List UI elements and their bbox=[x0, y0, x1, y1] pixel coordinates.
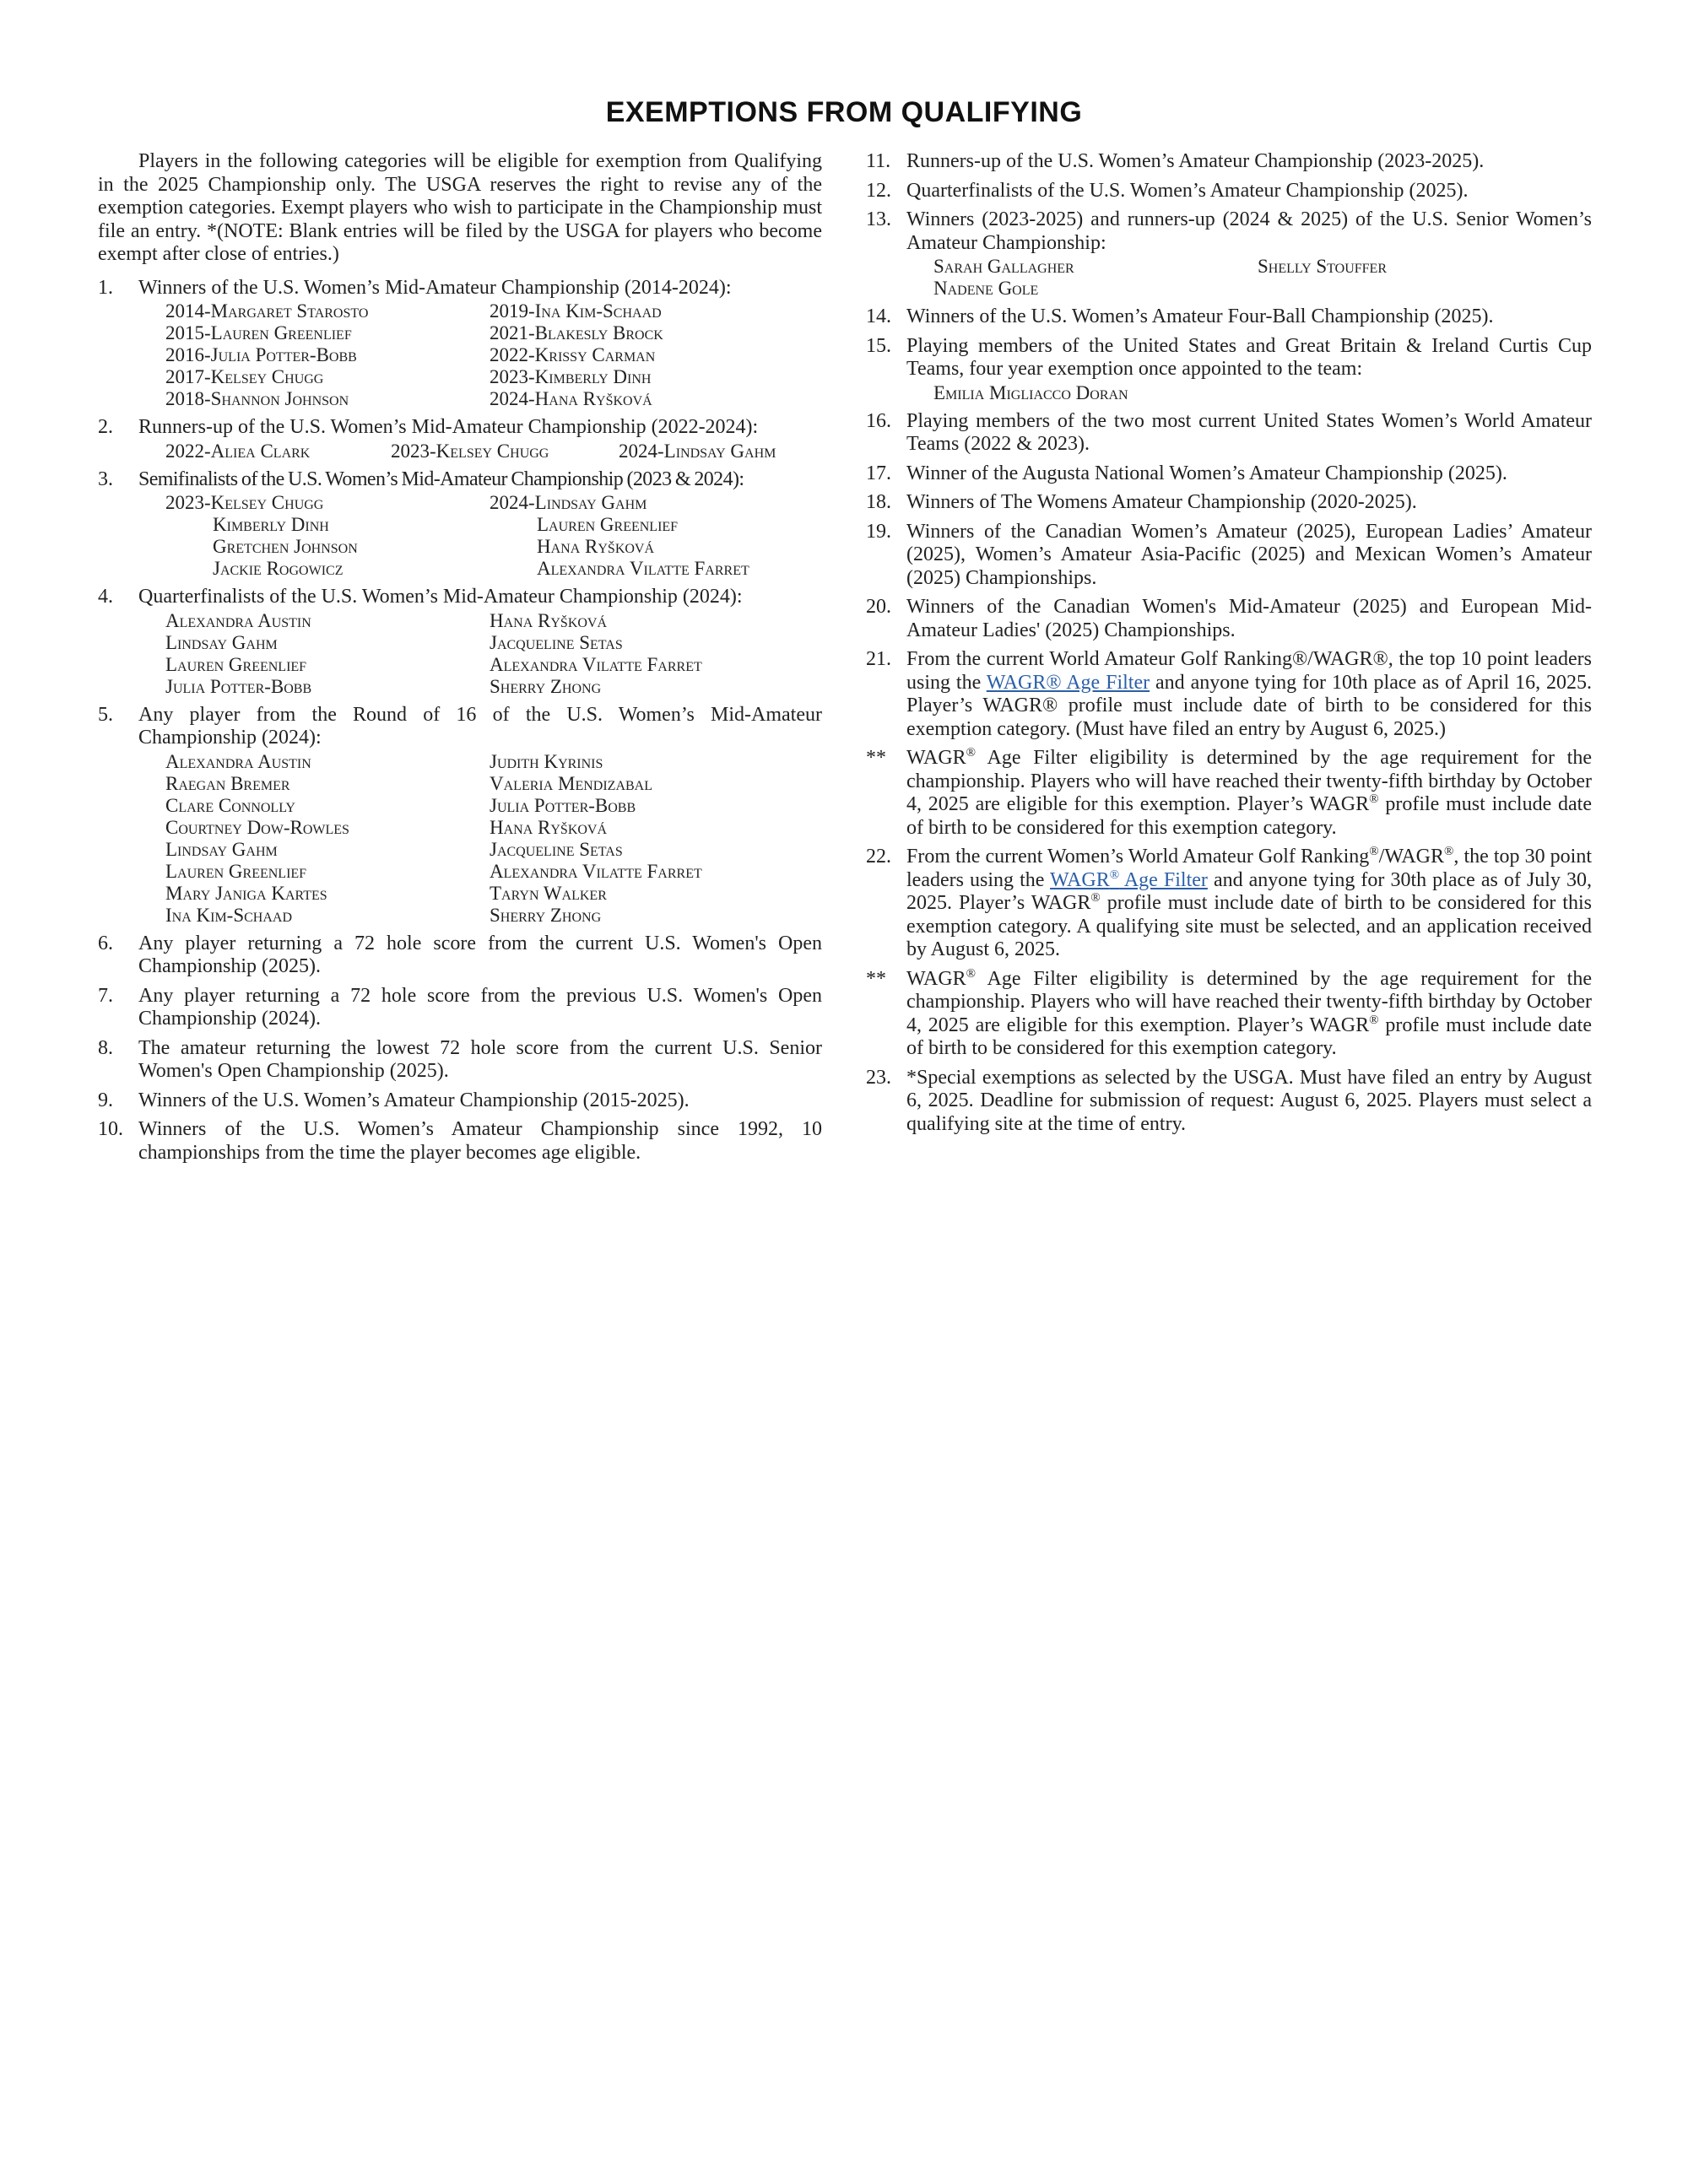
item-number: 17. bbox=[866, 462, 891, 484]
item-text: Any player returning a 72 hole score from the previous U.S. Women's Open Championship (2024). bbox=[138, 984, 822, 1030]
player-name: Emilia Migliacco Doran bbox=[933, 381, 1128, 403]
exemption-item-10 bbox=[98, 1118, 822, 1165]
item-text: Playing members of the two most current United States Women’s World Amateur Teams (2022 & 2023). bbox=[906, 409, 1592, 455]
right-column bbox=[866, 150, 1592, 1142]
exemption-item-17 bbox=[866, 462, 1592, 486]
player-name: Taryn Walker bbox=[490, 882, 607, 904]
item-text: Winners of the Canadian Women’s Amateur (2025), European Ladies’ Amateur (2025), Women’s Amateur Asia-Pacific (2025) and Mexican Women’s Amateur (2025) Championships. bbox=[906, 520, 1592, 589]
item-text: Playing members of the United States and Great Britain & Ireland Curtis Cup Teams, four year exemption once appointed to the team: bbox=[906, 334, 1592, 380]
item-number: 13. bbox=[866, 208, 891, 230]
names-list bbox=[906, 382, 1592, 404]
registered-mark: ® bbox=[1090, 891, 1101, 905]
note-text bbox=[906, 968, 1592, 1061]
item-text: Runners-up of the U.S. Women’s Amateur Championship (2023-2025). bbox=[906, 150, 1485, 172]
wagr-note-21 bbox=[866, 747, 1592, 840]
item-number: 5. bbox=[98, 703, 113, 726]
player-name: 2016-Julia Potter-Bobb bbox=[165, 344, 357, 365]
item-text-part: /WAGR bbox=[1378, 846, 1445, 868]
player-name: 2023-Kelsey Chugg bbox=[391, 440, 549, 462]
note-text bbox=[906, 747, 1592, 840]
player-name: 2021-Blakesly Brock bbox=[490, 322, 663, 343]
player-name: Mary Janiga Kartes bbox=[165, 882, 327, 904]
exemption-item-9 bbox=[98, 1089, 822, 1113]
player-name: Lauren Greenlief bbox=[165, 860, 307, 882]
player-name: 2017-Kelsey Chugg bbox=[165, 366, 324, 387]
player-name: Hana Ryšková bbox=[490, 609, 608, 631]
item-number: 1. bbox=[98, 276, 113, 299]
item-number: 3. bbox=[98, 468, 113, 490]
exemption-item-1 bbox=[98, 277, 822, 411]
player-name: Courtney Dow-Rowles bbox=[165, 816, 349, 838]
item-number: 19. bbox=[866, 520, 891, 543]
item-text: The amateur returning the lowest 72 hole score from the current U.S. Senior Women's Open Championship (2025). bbox=[138, 1036, 822, 1082]
item-text-part: Age Filter eligibility is determined by the age requirement for the championship. Players who will have reached their twenty-fifth birthday by October 4, 2025 are eligible for this exemption. Player’s WAGR bbox=[906, 967, 1592, 1036]
exemption-item-6 bbox=[98, 933, 822, 979]
item-number: 8. bbox=[98, 1036, 113, 1059]
intro-paragraph: Players in the following categories will be eligible for exemption from Qualifying in the 2025 Championship only. The USGA reserves the right to revise any of the exemption categories. Exempt players who wish to participate in the Championship must file an entry. *(NOTE: Blank entries will be filed by the USGA for players who become exempt after close of entries.) bbox=[98, 150, 822, 265]
exemption-item-18 bbox=[866, 491, 1592, 515]
item-text: Winners of the U.S. Women’s Amateur Four-Ball Championship (2025). bbox=[906, 305, 1494, 327]
item-text: Semifinalists of the U.S. Women’s Mid-Amateur Championship (2023 & 2024): bbox=[138, 468, 744, 490]
exemption-item-7 bbox=[98, 985, 822, 1031]
player-name: Julia Potter-Bobb bbox=[165, 675, 312, 697]
player-name: Clare Connolly bbox=[165, 794, 295, 816]
player-name: Sarah Gallagher bbox=[933, 256, 1074, 277]
names-list bbox=[138, 610, 822, 698]
item-number: 22. bbox=[866, 846, 891, 868]
item-text: Winners of the Canadian Women's Mid-Amateur (2025) and European Mid-Amateur Ladies' (2025) Championships. bbox=[906, 596, 1592, 641]
wagr-age-filter-link[interactable] bbox=[1050, 869, 1208, 891]
names-list bbox=[906, 256, 1592, 300]
player-name: Alexandra Vilatte Farret bbox=[490, 860, 702, 882]
item-number: 23. bbox=[866, 1066, 891, 1089]
item-text bbox=[906, 648, 1592, 741]
registered-mark: ® bbox=[1444, 845, 1454, 858]
exemption-item-5 bbox=[98, 704, 822, 927]
item-text-part: and anyone tying for 30th place as of July 30, 2025. Player’s WAGR bbox=[906, 868, 1593, 914]
player-name: Nadene Gole bbox=[933, 278, 1039, 299]
player-name: 2024-Lindsay Gahm bbox=[619, 440, 776, 462]
item-text-part: and anyone tying for 10th place as of April 16, 2025. Player’s WAGR® profile must include date of birth to be considered for this exemption category. (Must have filed an entry by August 6, 2025.) bbox=[906, 671, 1593, 740]
exemption-item-2 bbox=[98, 416, 822, 462]
item-text-part: profile must include date of birth to be considered for this exemption category. bbox=[906, 793, 1593, 839]
names-list bbox=[138, 300, 822, 410]
names-list bbox=[138, 441, 822, 462]
names-list bbox=[138, 492, 822, 580]
player-name: Alexandra Austin bbox=[165, 750, 311, 772]
link-text: Age Filter bbox=[1119, 868, 1208, 891]
player-name: Alexandra Vilatte Farret bbox=[537, 558, 749, 579]
player-name: 2023-Kimberly Dinh bbox=[490, 366, 652, 387]
player-name: 2019-Ina Kim-Schaad bbox=[490, 300, 662, 322]
exemption-item-12 bbox=[866, 180, 1592, 203]
item-number: 7. bbox=[98, 984, 113, 1007]
player-name: 2022-Krissy Carman bbox=[490, 344, 656, 365]
player-name: Lindsay Gahm bbox=[165, 631, 278, 653]
item-number: 14. bbox=[866, 305, 891, 327]
exemption-item-22 bbox=[866, 846, 1592, 962]
names-list bbox=[138, 751, 822, 927]
player-name: Julia Potter-Bobb bbox=[490, 794, 636, 816]
registered-mark: ® bbox=[1369, 792, 1379, 806]
player-name: Raegan Bremer bbox=[165, 772, 290, 794]
player-name: Jacqueline Setas bbox=[490, 631, 623, 653]
player-name: Gretchen Johnson bbox=[213, 536, 358, 557]
item-text: Winners of the U.S. Women’s Amateur Championship (2015-2025). bbox=[138, 1089, 690, 1111]
player-name: Jackie Rogowicz bbox=[213, 558, 344, 579]
item-text-part: WAGR bbox=[906, 967, 966, 990]
page-title: EXEMPTIONS FROM QUALIFYING bbox=[605, 96, 1083, 128]
wagr-note-22 bbox=[866, 968, 1592, 1061]
item-text-part: profile must include date of birth to be considered for this exemption category. bbox=[906, 1014, 1593, 1059]
item-number: 2. bbox=[98, 416, 113, 438]
player-name: Alexandra Austin bbox=[165, 609, 311, 631]
exemption-item-19 bbox=[866, 521, 1592, 591]
item-text-part: , the top 30 point leaders using the bbox=[906, 846, 1592, 891]
item-text: Any player from the Round of 16 of the U.S. Women’s Mid-Amateur Championship (2024): bbox=[138, 703, 822, 749]
exemption-item-8 bbox=[98, 1037, 822, 1084]
item-text: Quarterfinalists of the U.S. Women’s Mid-Amateur Championship (2024): bbox=[138, 586, 743, 608]
item-number: 4. bbox=[98, 586, 113, 608]
player-name: Jacqueline Setas bbox=[490, 838, 623, 860]
item-text-part: WAGR bbox=[906, 747, 966, 769]
note-marker: ** bbox=[866, 967, 886, 990]
item-text: Winners (2023-2025) and runners-up (2024 & 2025) of the U.S. Senior Women’s Amateur Championship: bbox=[906, 208, 1592, 254]
player-name: 2024-Hana Ryšková bbox=[490, 388, 652, 409]
item-text: Any player returning a 72 hole score from the current U.S. Women's Open Championship (2025). bbox=[138, 932, 822, 977]
exemption-item-3 bbox=[98, 468, 822, 581]
player-name: Lauren Greenlief bbox=[165, 653, 307, 675]
item-text: Winners of the U.S. Women’s Mid-Amateur Championship (2014-2024): bbox=[138, 276, 732, 299]
player-name: Hana Ryšková bbox=[490, 816, 608, 838]
exemption-item-20 bbox=[866, 596, 1592, 642]
player-name: Judith Kyrinis bbox=[490, 750, 603, 772]
player-name: 2024-Lindsay Gahm bbox=[490, 492, 647, 513]
item-text-part: profile must include date of birth to be considered for this exemption category. A qualifying site must be selected, and an application received by August 6, 2025. bbox=[906, 892, 1592, 960]
item-text: Runners-up of the U.S. Women’s Mid-Amateur Championship (2022-2024): bbox=[138, 416, 759, 438]
player-name: Lindsay Gahm bbox=[165, 838, 278, 860]
item-number: 18. bbox=[866, 491, 891, 513]
exemption-item-15 bbox=[866, 335, 1592, 404]
left-column bbox=[98, 150, 822, 1170]
registered-mark: ® bbox=[1369, 1013, 1379, 1027]
player-name: 2023-Kelsey Chugg bbox=[165, 492, 324, 513]
registered-mark: ® bbox=[1369, 845, 1379, 858]
item-text-part: Age Filter eligibility is determined by the age requirement for the championship. Players who will have reached their twenty-fifth birthday by October 4, 2025 are eligible for this exemption. Player’s WAGR bbox=[906, 747, 1592, 815]
item-number: 16. bbox=[866, 409, 891, 432]
player-name: Hana Ryšková bbox=[537, 536, 655, 557]
item-number: 10. bbox=[98, 1118, 123, 1140]
item-text: Winners of the U.S. Women’s Amateur Championship since 1992, 10 championships from the time the player becomes age eligible. bbox=[138, 1118, 822, 1164]
player-name: Lauren Greenlief bbox=[537, 514, 679, 535]
player-name: Shelly Stouffer bbox=[1258, 256, 1387, 277]
item-text: Winner of the Augusta National Women’s Amateur Championship (2025). bbox=[906, 462, 1507, 484]
player-name: 2022-Aliea Clark bbox=[165, 440, 311, 462]
item-number: 6. bbox=[98, 932, 113, 954]
registered-mark: ® bbox=[966, 746, 977, 760]
player-name: Alexandra Vilatte Farret bbox=[490, 653, 702, 675]
item-text: *Special exemptions as selected by the USGA. Must have filed an entry by August 6, 2025. Deadline for submission of request: August 6, 2025. Players must select a qualifying site at the time of entry. bbox=[906, 1066, 1592, 1135]
note-marker: ** bbox=[866, 747, 886, 769]
exemption-item-23 bbox=[866, 1067, 1592, 1137]
item-text: Winners of The Womens Amateur Championship (2020-2025). bbox=[906, 491, 1417, 513]
player-name: Kimberly Dinh bbox=[213, 514, 329, 535]
player-name: 2014-Margaret Starosto bbox=[165, 300, 369, 322]
player-name: Ina Kim-Schaad bbox=[165, 904, 293, 926]
exemption-item-16 bbox=[866, 410, 1592, 457]
item-number: 20. bbox=[866, 596, 891, 618]
item-text bbox=[906, 846, 1592, 962]
item-text: Quarterfinalists of the U.S. Women’s Amateur Championship (2025). bbox=[906, 179, 1469, 202]
item-number: 11. bbox=[866, 150, 891, 172]
item-number: 21. bbox=[866, 648, 891, 670]
registered-mark: ® bbox=[966, 966, 977, 981]
exemption-item-4 bbox=[98, 586, 822, 698]
player-name: 2015-Lauren Greenlief bbox=[165, 322, 352, 343]
link-text: WAGR bbox=[1050, 868, 1110, 891]
exemption-item-21 bbox=[866, 648, 1592, 741]
item-text-part: From the current World Amateur Golf Ranking®/WAGR®, the top 10 point leaders using the bbox=[906, 648, 1592, 694]
player-name: Sherry Zhong bbox=[490, 904, 602, 926]
wagr-age-filter-link[interactable]: WAGR® Age Filter bbox=[986, 671, 1150, 694]
item-text-part: From the current Women’s World Amateur Golf Ranking bbox=[906, 846, 1370, 868]
registered-mark: ® bbox=[1109, 868, 1120, 882]
item-number: 9. bbox=[98, 1089, 113, 1111]
player-name: 2018-Shannon Johnson bbox=[165, 388, 349, 409]
item-number: 12. bbox=[866, 179, 891, 202]
exemption-item-14 bbox=[866, 305, 1592, 329]
exemption-item-11 bbox=[866, 150, 1592, 174]
exemption-item-13 bbox=[866, 208, 1592, 300]
item-number: 15. bbox=[866, 334, 891, 357]
player-name: Valeria Mendizabal bbox=[490, 772, 653, 794]
player-name: Sherry Zhong bbox=[490, 675, 602, 697]
